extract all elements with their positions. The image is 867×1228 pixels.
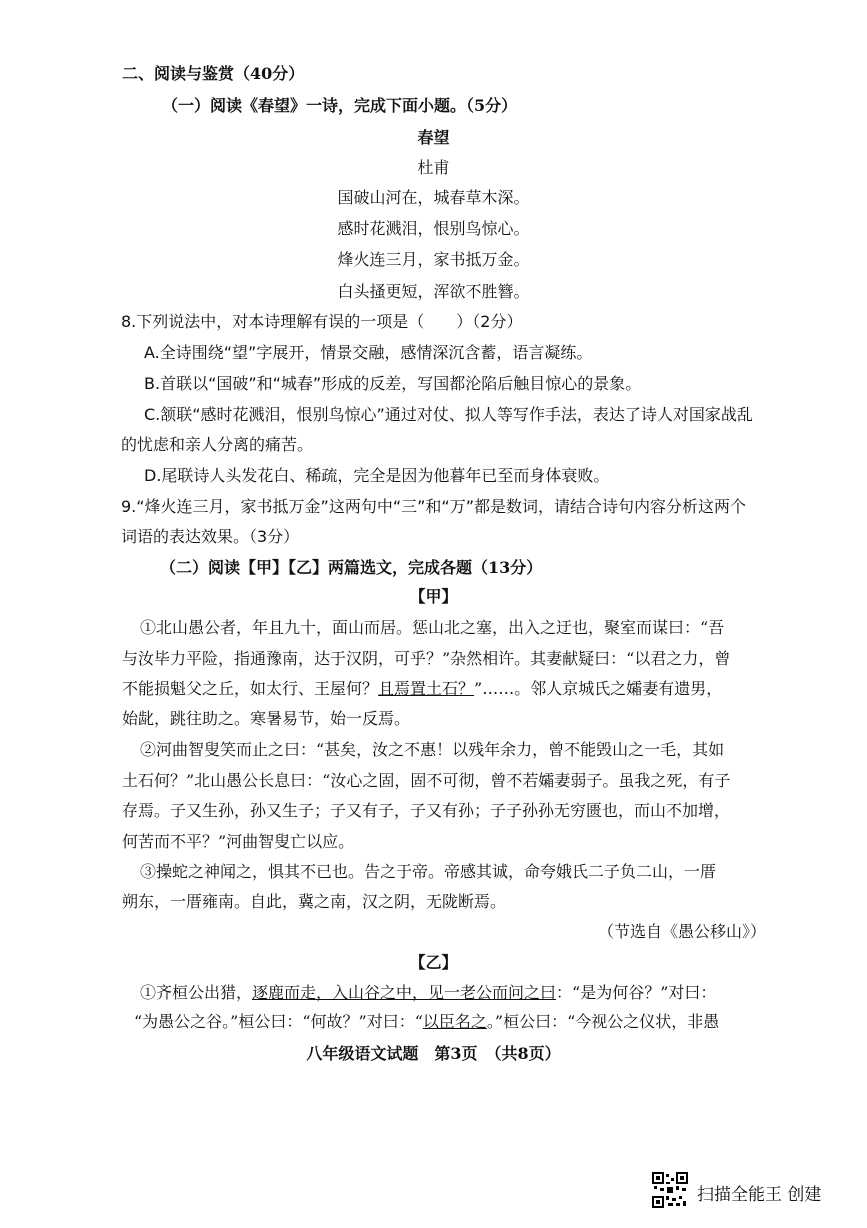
jia-line-10: 朔东，一厝雍南。自此，冀之南，汉之阴，无陇断焉。	[122, 892, 507, 911]
poem-author: 杜甫	[417, 158, 450, 177]
q8-option-c-cont: 的忧虑和亲人分离的痛苦。	[121, 435, 314, 454]
jia-line-3-text: 不能损魁父之丘，如太行、王屋何？	[122, 679, 379, 698]
jia-line-5: ②河曲智叟笑而止之曰：“甚矣，汝之不惠！以残年余力，曾不能毁山之一毛，其如	[140, 740, 725, 759]
underlined-phrase: 且焉置土石？	[378, 679, 475, 698]
jia-line-6: 土石何？”北山愚公长息曰：“汝心之固，固不可彻，曾不若孀妻弱子。虽我之死，有子	[122, 771, 731, 790]
jia-line-7: 存焉。子又生孙，孙又生子；子又有子，子又有孙；子子孙孙无穷匮也，而山不加增，	[122, 801, 731, 820]
poem-line-1: 国破山河在，城春草木深。	[337, 188, 530, 207]
yi-line-1	[140, 983, 716, 1003]
jia-line-2: 与汝毕力平险，指通豫南，达于汉阴，可乎？”杂然相许。其妻献疑曰：“以君之力，曾	[122, 649, 731, 668]
part1-title: （一）阅读《春望》一诗，完成下面小题。（5分）	[162, 96, 518, 115]
yi-line-1-end: ：“是为何谷？”对曰：	[556, 983, 717, 1002]
q8-option-b: B.首联以“国破”和“城春”形成的反差，写国都沦陷后触目惊心的景象。	[144, 374, 642, 393]
page-footer: 八年级语文试题 第3页 （共8页）	[306, 1044, 561, 1063]
jia-line-9: ③操蛇之神闻之，惧其不已也。告之于帝。帝感其诚，命夸娥氏二子负二山，一厝	[140, 862, 717, 881]
part2-title: （二）阅读【甲】【乙】两篇选文，完成各题（13分）	[160, 558, 543, 577]
poem-title: 春望	[417, 128, 450, 147]
q8-option-a: A.全诗围绕“望”字展开，情景交融，感情深沉含蓄，语言凝练。	[144, 343, 593, 362]
jia-line-3-tail: ”……。邻人京城氏之孀妻有遗男，	[474, 679, 723, 698]
jia-line-8: 何苦而不平？”河曲智叟亡以应。	[122, 832, 355, 851]
q8-stem: 8.下列说法中，对本诗理解有误的一项是（ ）（2分）	[121, 312, 523, 331]
jia-label: 【甲】	[409, 587, 458, 606]
yi-line-2	[134, 1012, 719, 1032]
yi-underlined-phrase-2: 以臣名之	[422, 1012, 487, 1031]
yi-line-2-end: 。”桓公曰：“今视公之仪状，非愚	[486, 1012, 720, 1031]
poem-line-2: 感时花溅泪，恨别鸟惊心。	[337, 219, 530, 238]
yi-label: 【乙】	[409, 953, 458, 972]
q8-option-d: D.尾联诗人头发花白、稀疏，完全是因为他暮年已至而身体衰败。	[144, 466, 610, 485]
jia-line-1: ①北山愚公者，年且九十，面山而居。惩山北之塞，出入之迂也，聚室而谋曰：“吾	[140, 618, 725, 637]
jia-line-3	[122, 679, 722, 699]
scanner-watermark: 扫描全能王 创建	[697, 1185, 822, 1205]
poem-line-3: 烽火连三月，家书抵万金。	[337, 250, 530, 269]
section-heading: 二、阅读与鉴赏（40分）	[122, 64, 305, 83]
q9-line-1: 9.“烽火连三月，家书抵万金”这两句中“三”和“万”都是数词，请结合诗句内容分析这两个	[121, 497, 747, 516]
yi-line-1-start: ①齐桓公出猎，	[140, 983, 253, 1002]
q8-option-c: C.颔联“感时花溅泪，恨别鸟惊心”通过对仗、拟人等写作手法，表达了诗人对国家战乱	[144, 405, 753, 424]
yi-underlined-phrase-1: 逐鹿而走，入山谷之中，见一老公而问之曰	[252, 983, 557, 1002]
jia-line-4: 始龀，跳往助之。寒暑易节，始一反焉。	[122, 709, 411, 728]
jia-source: （节选自《愚公移山》）	[598, 922, 767, 941]
qr-code-icon	[652, 1172, 688, 1208]
poem-line-4: 白头搔更短，浑欲不胜簪。	[337, 282, 530, 301]
q9-line-2: 词语的表达效果。（3分）	[121, 527, 300, 546]
yi-line-2-start: “为愚公之谷。”桓公曰：“何故？”对曰：“	[134, 1012, 423, 1031]
